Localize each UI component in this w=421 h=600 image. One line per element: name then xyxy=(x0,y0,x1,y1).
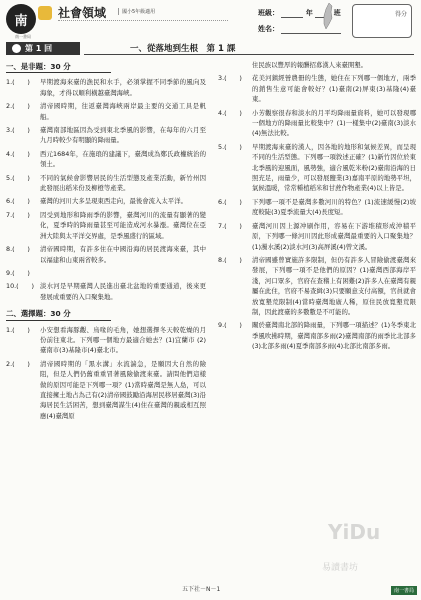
question-number[interactable]: 3.( ) xyxy=(218,74,242,83)
question-text: 臺灣的河川大多呈現東西走向，最後會流入太平洋。 xyxy=(40,197,187,206)
question-number[interactable]: 1.( ) xyxy=(6,325,30,334)
question-item xyxy=(218,197,416,218)
section-choice-title: 二、選擇題：30 分 xyxy=(6,309,111,320)
true-false-list xyxy=(6,77,206,302)
watermark: YiDu xyxy=(328,520,381,544)
question-number[interactable]: 7.( ) xyxy=(218,221,242,230)
question-text: 花美河鎮經營農冊的生態，她住在下列哪一個地方，兩季的銷售生意可能會較好？(1)臺南(2)屏東(3)基隆(4)臺東。 xyxy=(252,74,416,104)
question-text: 淡水河是早期臺灣人民進出臺北盆地的重要通道，後來更發展成重要的入口聚集地。 xyxy=(40,282,206,301)
question-text: 早期渡海來臺的漁民和水手，必須掌握不同季節的風向及海象，才得以順利橫越臺灣海峽。 xyxy=(40,78,206,97)
question-text: 小芳觀察很春和淡水的月平均降雨量資料，她可以發現哪一個地方的降雨量比較集中？(1)一樣集中(2)臺南(3)淡水(4)無法比較。 xyxy=(252,108,416,138)
grade-label: 國小5年級適用 xyxy=(118,8,155,15)
class-label: 班級： xyxy=(258,9,279,17)
question-item xyxy=(6,77,206,98)
publisher-name: 南一書局 xyxy=(15,34,31,39)
question-text: 早期渡海來臺的漢人，因各地的地形和氣候差異，而呈現不同的生活型態。下列哪一項敘述正確？(1)新竹因位於東北季風的迎風面，風勢強，適合風乾米粉(2)臺南沿海的日照充足，雨量少，可以發展鹽業(3)嘉南平原的地勢平坦，氣候溫暖，常常種植稻米和甘蔗作物產業(4)以上皆是。 xyxy=(252,142,416,193)
book-icon xyxy=(38,6,52,20)
question-item xyxy=(218,255,416,317)
question-number[interactable]: 10.( ) xyxy=(6,282,34,291)
lesson-number: 第 1 回 xyxy=(25,44,53,53)
class-suffix: 班 xyxy=(333,9,341,17)
question-item xyxy=(6,210,206,241)
question-number[interactable]: 7.( ) xyxy=(6,210,30,219)
header xyxy=(0,0,421,40)
question-text: 臺灣河川因上源冲刷作用，容易在下游堆積形成沖積平原，下列哪一條河川因此形成臺灣最重要的入口聚集地？(1)濁水溪(2)淡水河(3)高屏溪(4)曾文溪。 xyxy=(252,221,416,251)
question-text: 因受到地形和降雨季的影響，臺灣河川的流量有顯著的變化，夏季時的降雨量甚至可能造成河水暴漲。臺灣位在亞洲大陸與太平洋交界處，是季風盛行的區域。 xyxy=(40,210,206,240)
header-divider xyxy=(58,20,228,21)
question-number[interactable]: 4.( ) xyxy=(6,149,30,158)
question-number[interactable]: 5.( ) xyxy=(6,173,30,182)
subject-title: 社會領域 xyxy=(58,6,107,20)
question-number[interactable]: 6.( ) xyxy=(6,197,30,206)
question-item xyxy=(218,142,416,194)
question-number[interactable]: 8.( ) xyxy=(218,255,242,264)
left-column xyxy=(6,60,206,424)
publisher-logo: 南 xyxy=(6,4,36,34)
question-item xyxy=(6,359,206,421)
question-item xyxy=(6,173,206,194)
question-item xyxy=(6,149,206,170)
question-text: 清帝國時期的「黑水溝」水流湍急，是願因大自然的險阻，但是人們仍舊重重冒著風險偷渡來臺。請問他們這樣做的原因可能是下列哪一項？(1)當時臺灣是無人島，可以直接擁土地占為己有(2)清帝國鼓勵沿海居民移居臺灣(3)沿海居民生活困苦，想到臺灣謀生(4)住在臺灣的親戚相互照應(4)臺灣原 xyxy=(40,359,206,420)
question-item xyxy=(218,108,416,139)
question-item xyxy=(6,244,206,265)
question-text: 不同的氣候會影響居民的生活型態及產業活動，新竹州因此發展出稻米份及柳橙等產業。 xyxy=(40,173,206,193)
question-text: 清帝國時期，有許多住在中國沿海的居民渡海來臺，其中以福建和山東兩省較多。 xyxy=(40,245,206,264)
question-text: 臺灣南部地區因為受到東北季風的影響，在每年的六月至九月時較少有明顯的降雨量。 xyxy=(40,126,206,145)
question-text: 清帝國雖曾實施許多限制，但仍有許多人冒險偷渡臺灣來發展，下列哪一項不是他們的原因？(1)臺灣西部海岸平淺，河口眾多，官府在查稽上有困難(2)許多人在臺灣有親屬在此住，官府不易查緝(3)只要願意支付高額，官員就會放寬墾荒限制(4)當時臺灣地廣人稀，原住民放寬墾荒限制，因此渡臺的多數數是不可能的。 xyxy=(252,255,416,316)
section-true-false-title: 一、是非題：30 分 xyxy=(6,62,111,73)
question-number[interactable]: 6.( ) xyxy=(218,197,242,206)
question-number[interactable]: 5.( ) xyxy=(218,142,242,151)
question-number[interactable]: 8.( ) xyxy=(6,245,30,254)
question-item xyxy=(6,125,206,146)
footer xyxy=(0,584,421,600)
year-label: 年 xyxy=(305,9,313,17)
lesson-tag xyxy=(6,42,80,55)
question-text: 住民族以豐厚的報酬招募漢人來臺開墾。 xyxy=(252,61,368,69)
class-blank[interactable] xyxy=(281,11,303,18)
question-number[interactable] xyxy=(218,60,252,70)
name-label: 姓名： xyxy=(258,25,279,33)
lesson-title: 一、從落地到生根 第 1 課 xyxy=(130,44,236,54)
question-number[interactable]: 3.( ) xyxy=(6,126,30,135)
taiwan-map-icon xyxy=(320,2,336,30)
question-number[interactable]: 9.( ) xyxy=(218,321,242,330)
question-number[interactable]: 9.( ) xyxy=(6,268,30,277)
score-box[interactable] xyxy=(352,4,412,38)
choice-list xyxy=(6,325,206,422)
question-item xyxy=(6,281,206,302)
question-text: 清帝國時期，往返臺灣海峽兩岸最主要的交通工具是帆船。 xyxy=(40,102,206,121)
question-item xyxy=(218,73,416,104)
question-item xyxy=(6,268,206,278)
question-number[interactable]: 2.( ) xyxy=(6,102,30,111)
question-number[interactable]: 4.( ) xyxy=(218,108,242,117)
footer-tag: 南一書局 xyxy=(391,586,417,595)
lesson-rule xyxy=(84,54,414,55)
question-number[interactable]: 1.( ) xyxy=(6,78,30,87)
question-item xyxy=(218,320,416,351)
page-number: 五下社－N－1 xyxy=(182,586,221,593)
question-text: 關於臺灣南北部的降雨量，下列哪一項描述？(1)冬季東北季風吹拂時期，臺灣南部多雨(2)臺灣南部的雨季比北部多(3)北部多雨(4)夏季南部多雨(4)北部比南部多雨。 xyxy=(252,321,416,351)
question-item xyxy=(218,221,416,252)
question-item xyxy=(218,60,416,70)
question-number[interactable]: 2.( ) xyxy=(6,359,30,368)
choice-list-continued xyxy=(218,60,416,352)
question-text: 西元1684年，在施琅的建議下，臺灣成為鄭氏政權統治的領土。 xyxy=(40,149,206,169)
question-item xyxy=(6,325,206,356)
watermark-text: 易讀書坊 xyxy=(322,563,359,573)
question-text: 下列哪一項不是臺灣多數河川的特色？(1)流速緩慢(2)坡度較陡(3)夏季流量大(4)長度短。 xyxy=(252,197,416,217)
question-text: 小安想看海豚觀、鳥喙的毛角，她想選擇冬天較乾燥的月份前往東北。下列哪一個地方最適合她去？(1)宜蘭市 (2)臺南市(3)基隆市(4)臺北市。 xyxy=(40,325,206,355)
score-label: 得分 xyxy=(394,11,407,18)
question-text xyxy=(40,268,206,278)
lesson-bullet-icon xyxy=(12,44,21,53)
right-column xyxy=(218,60,416,355)
question-item xyxy=(6,196,206,206)
lesson-bar xyxy=(0,42,421,56)
question-item xyxy=(6,101,206,122)
